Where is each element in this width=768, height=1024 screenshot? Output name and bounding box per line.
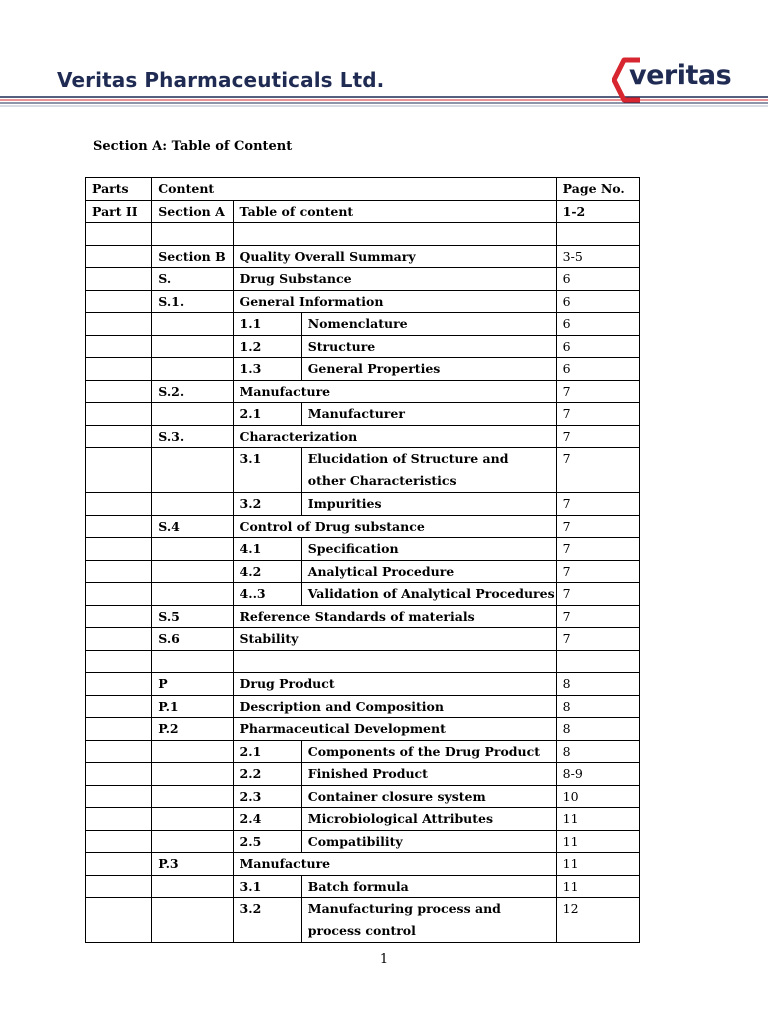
cell-subcontent: Compatibility [301, 830, 556, 853]
table-row [86, 403, 640, 426]
cell-section: S. [152, 268, 233, 291]
table-header-row [86, 178, 640, 201]
cell-number: 4.2 [233, 560, 301, 583]
table-row [86, 785, 640, 808]
cell-page-no: 6 [556, 313, 639, 336]
cell-page-no: 7 [556, 605, 639, 628]
table-row [86, 245, 640, 268]
cell-part [86, 515, 152, 538]
table-row [86, 448, 640, 493]
cell-page-no: 11 [556, 830, 639, 853]
table-row [86, 560, 640, 583]
cell-page-no: 7 [556, 560, 639, 583]
cell-subcontent: Impurities [301, 493, 556, 516]
page-number: 1 [379, 952, 389, 967]
cell-page-no: 10 [556, 785, 639, 808]
cell-number: 4..3 [233, 583, 301, 606]
cell-section: Section A [152, 200, 233, 223]
table-row [86, 808, 640, 831]
cell-section: P [152, 673, 233, 696]
cell-subcontent: General Properties [301, 358, 556, 381]
table-row [86, 763, 640, 786]
table-row [86, 695, 640, 718]
cell-number: 2.1 [233, 403, 301, 426]
cell-part [86, 493, 152, 516]
cell-subcontent: Container closure system [301, 785, 556, 808]
cell-part: Part II [86, 200, 152, 223]
cell-part [86, 830, 152, 853]
logo-wordmark: veritas [629, 60, 732, 91]
cell-part [86, 605, 152, 628]
cell-section: P.2 [152, 718, 233, 741]
cell-part [86, 560, 152, 583]
cell-page-no: 6 [556, 268, 639, 291]
cell-section: S.2. [152, 380, 233, 403]
cell-part [86, 538, 152, 561]
cell-section: P.3 [152, 853, 233, 876]
cell-part [86, 313, 152, 336]
table-row [86, 268, 640, 291]
table-row [86, 875, 640, 898]
cell-number: 2.4 [233, 808, 301, 831]
cell-part [86, 763, 152, 786]
cell-page-no: 6 [556, 335, 639, 358]
cell-part [86, 875, 152, 898]
cell-section [152, 560, 233, 583]
cell-page-no: 6 [556, 290, 639, 313]
header-content: Content [152, 178, 556, 201]
section-title: Section A: Table of Content [93, 139, 293, 154]
cell-page-no: 12 [556, 898, 639, 943]
cell-content: Manufacture [233, 380, 556, 403]
cell-page-no: 7 [556, 515, 639, 538]
cell-content [233, 650, 556, 673]
cell-part [86, 650, 152, 673]
cell-number: 4.1 [233, 538, 301, 561]
table-row [86, 515, 640, 538]
cell-section [152, 403, 233, 426]
table-row [86, 290, 640, 313]
cell-section [152, 335, 233, 358]
cell-subcontent: Analytical Procedure [301, 560, 556, 583]
cell-subcontent: Manufacturing process and process control [301, 898, 556, 943]
cell-number: 3.2 [233, 898, 301, 943]
cell-subcontent: Specification [301, 538, 556, 561]
page-header [0, 0, 768, 110]
cell-page-no: 7 [556, 583, 639, 606]
cell-number: 2.1 [233, 740, 301, 763]
cell-page-no: 11 [556, 808, 639, 831]
cell-page-no: 8 [556, 740, 639, 763]
cell-subcontent: Nomenclature [301, 313, 556, 336]
table-of-contents [85, 177, 640, 943]
cell-section [152, 785, 233, 808]
cell-part [86, 808, 152, 831]
cell-section [152, 763, 233, 786]
cell-part [86, 290, 152, 313]
table-row [86, 313, 640, 336]
cell-page-no: 8 [556, 695, 639, 718]
cell-page-no: 7 [556, 380, 639, 403]
cell-section [152, 583, 233, 606]
cell-part [86, 268, 152, 291]
cell-part [86, 718, 152, 741]
cell-section [152, 448, 233, 493]
cell-part [86, 628, 152, 651]
cell-page-no: 7 [556, 425, 639, 448]
table-row [86, 358, 640, 381]
cell-section [152, 313, 233, 336]
cell-part [86, 898, 152, 943]
cell-section: S.1. [152, 290, 233, 313]
table-row [86, 380, 640, 403]
cell-page-no: 6 [556, 358, 639, 381]
cell-page-no [556, 223, 639, 246]
table-row [86, 718, 640, 741]
cell-page-no: 7 [556, 403, 639, 426]
company-name: Veritas Pharmaceuticals Ltd. [57, 68, 385, 92]
table-row [86, 605, 640, 628]
cell-number: 2.3 [233, 785, 301, 808]
cell-page-no: 8 [556, 673, 639, 696]
table-row [86, 583, 640, 606]
cell-section: S.3. [152, 425, 233, 448]
table-row [86, 223, 640, 246]
cell-number: 1.2 [233, 335, 301, 358]
cell-section [152, 740, 233, 763]
header-page-no: Page No. [556, 178, 639, 201]
cell-subcontent: Validation of Analytical Procedures [301, 583, 556, 606]
cell-part [86, 335, 152, 358]
cell-part [86, 785, 152, 808]
cell-page-no: 1-2 [556, 200, 639, 223]
cell-section [152, 223, 233, 246]
cell-content: Reference Standards of materials [233, 605, 556, 628]
cell-page-no: 11 [556, 853, 639, 876]
cell-content: Drug Product [233, 673, 556, 696]
cell-section [152, 875, 233, 898]
cell-part [86, 853, 152, 876]
table-row [86, 335, 640, 358]
cell-part [86, 673, 152, 696]
cell-part [86, 358, 152, 381]
cell-page-no: 7 [556, 493, 639, 516]
cell-page-no: 7 [556, 448, 639, 493]
cell-content: Manufacture [233, 853, 556, 876]
cell-number: 2.2 [233, 763, 301, 786]
cell-part [86, 583, 152, 606]
cell-page-no: 7 [556, 628, 639, 651]
cell-part [86, 695, 152, 718]
table-row [86, 650, 640, 673]
table-row [86, 673, 640, 696]
table-row [86, 628, 640, 651]
cell-section [152, 650, 233, 673]
table-row [86, 898, 640, 943]
cell-subcontent: Finished Product [301, 763, 556, 786]
cell-subcontent: Microbiological Attributes [301, 808, 556, 831]
cell-number: 3.1 [233, 875, 301, 898]
cell-number: 2.5 [233, 830, 301, 853]
table-row [86, 830, 640, 853]
cell-section [152, 808, 233, 831]
cell-number: 1.1 [233, 313, 301, 336]
cell-section [152, 898, 233, 943]
header-parts: Parts [86, 178, 152, 201]
cell-section [152, 493, 233, 516]
cell-page-no [556, 650, 639, 673]
table-row [86, 200, 640, 223]
cell-subcontent: Components of the Drug Product [301, 740, 556, 763]
table-row [86, 740, 640, 763]
cell-part [86, 245, 152, 268]
cell-page-no: 11 [556, 875, 639, 898]
cell-page-no: 8 [556, 718, 639, 741]
cell-content: Description and Composition [233, 695, 556, 718]
cell-part [86, 223, 152, 246]
cell-subcontent: Structure [301, 335, 556, 358]
cell-part [86, 740, 152, 763]
cell-part [86, 380, 152, 403]
table-row [86, 853, 640, 876]
cell-number: 3.2 [233, 493, 301, 516]
cell-subcontent: Batch formula [301, 875, 556, 898]
cell-subcontent: Elucidation of Structure and other Characteristics [301, 448, 556, 493]
table-row [86, 425, 640, 448]
cell-content: Drug Substance [233, 268, 556, 291]
cell-page-no: 8-9 [556, 763, 639, 786]
cell-part [86, 448, 152, 493]
cell-content: Table of content [233, 200, 556, 223]
cell-page-no: 3-5 [556, 245, 639, 268]
cell-section: S.5 [152, 605, 233, 628]
table-row [86, 493, 640, 516]
cell-section: S.4 [152, 515, 233, 538]
cell-content: Quality Overall Summary [233, 245, 556, 268]
cell-section [152, 358, 233, 381]
cell-part [86, 403, 152, 426]
cell-section [152, 538, 233, 561]
cell-number: 1.3 [233, 358, 301, 381]
cell-page-no: 7 [556, 538, 639, 561]
cell-content: Stability [233, 628, 556, 651]
cell-number: 3.1 [233, 448, 301, 493]
table-row [86, 538, 640, 561]
cell-section: S.6 [152, 628, 233, 651]
cell-content [233, 223, 556, 246]
cell-subcontent: Manufacturer [301, 403, 556, 426]
cell-section: P.1 [152, 695, 233, 718]
cell-part [86, 425, 152, 448]
cell-content: General Information [233, 290, 556, 313]
cell-content: Control of Drug substance [233, 515, 556, 538]
cell-section [152, 830, 233, 853]
cell-content: Pharmaceutical Development [233, 718, 556, 741]
cell-content: Characterization [233, 425, 556, 448]
cell-section: Section B [152, 245, 233, 268]
